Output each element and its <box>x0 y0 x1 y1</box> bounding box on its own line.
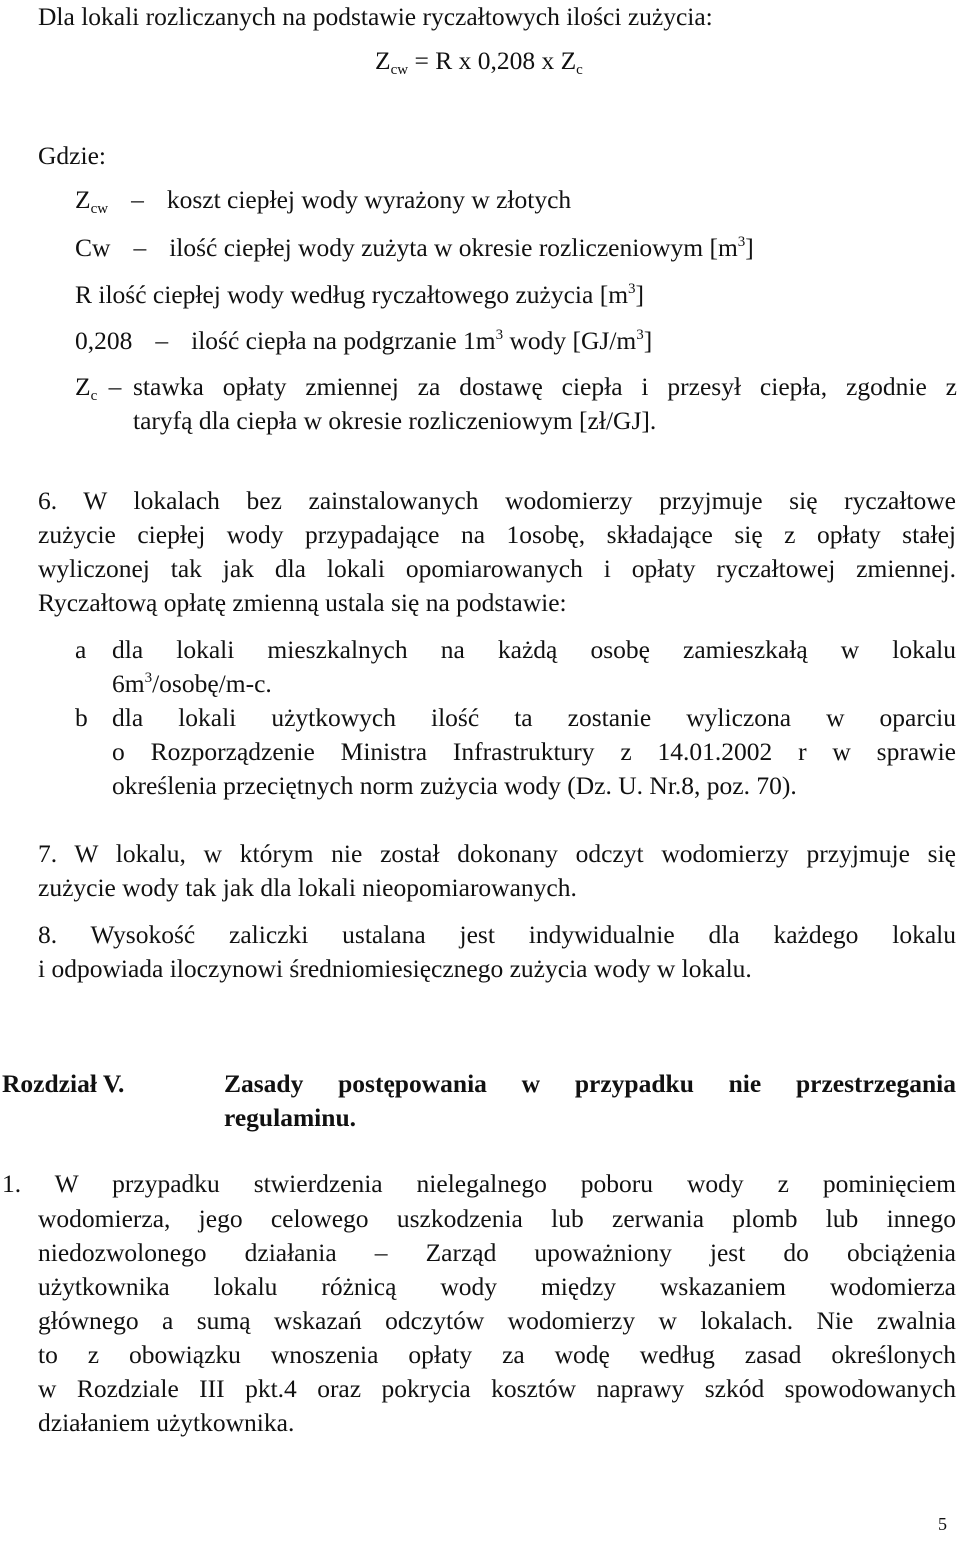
item7-line2: zużycie wody tak jak dla lokali nieopomiarowanych. <box>38 873 577 902</box>
item6-a-value: 6m <box>112 669 145 698</box>
item1-line4: użytkownika lokalu różnicą wody między wskazaniem wodomierza <box>38 1272 956 1301</box>
item6-b-line3: określenia przeciętnych norm zużycia wody (Dz. U. Nr.8, poz. 70). <box>112 771 797 800</box>
formula-eq: = R x 0,208 x Z <box>408 46 577 75</box>
formula-rhs-sub: c <box>576 62 583 78</box>
def-symbol-sub: cw <box>90 201 109 217</box>
where-label: Gdzie: <box>38 141 106 170</box>
def-text-mid: wody [GJ/m <box>503 326 637 355</box>
item1-line7: w Rozdziale III pkt.4 oraz pokrycia kosztów naprawy szkód spowodowanych <box>38 1374 956 1403</box>
item1-line2: wodomierza, jego celowego uszkodzenia lub zerwania plomb lub innego <box>38 1204 956 1233</box>
def-text-end: ] <box>635 280 645 309</box>
chapter-title-line2: regulaminu. <box>224 1103 357 1132</box>
page-number: 5 <box>938 1514 947 1534</box>
item6-line2: zużycie ciepłej wody przypadające na 1osobę, składające się z opłaty stałej <box>38 520 956 549</box>
definition-zcw <box>75 183 935 217</box>
definition-r <box>75 278 935 312</box>
def-dash: – <box>108 372 122 401</box>
item6-a-unit: /osobę/m-c. <box>152 669 272 698</box>
formula-lhs-sub: cw <box>390 62 409 78</box>
def-text-end: ] <box>745 233 754 262</box>
def-symbol: 0,208 <box>75 326 133 355</box>
item1-line6: to z obowiązku wnoszenia opłaty za wodę według zasad określonych <box>38 1340 956 1369</box>
chapter-title-line1: Zasady postępowania w przypadku nie przestrzegania <box>224 1069 956 1098</box>
item1-line5: głównego a sumą wskazań odczytów wodomierzy w lokalach. Nie zwalnia <box>38 1306 956 1335</box>
def-sup: 3 <box>628 281 636 297</box>
def-sup: 3 <box>495 327 504 343</box>
def-dash: – <box>131 185 144 214</box>
item6-b-line2: o Rozporządzenie Ministra Infrastruktury z 14.01.2002 r w sprawie <box>112 737 956 766</box>
def-dash: – <box>133 233 147 262</box>
item1-line8: działaniem użytkownika. <box>38 1408 295 1437</box>
item8-line2: i odpowiada iloczynowi średniomiesięcznego zużycia wody w lokalu. <box>38 954 752 983</box>
item6-line4: Ryczałtową opłatę zmienną ustala się na podstawie: <box>38 588 567 617</box>
item6-line1: 6. W lokalach bez zainstalowanych wodomierzy przyjmuje się ryczałtowe <box>38 486 956 515</box>
def-text: koszt ciepłej wody wyrażony w złotych <box>166 185 572 214</box>
item6-a-line1: dla lokali mieszkalnych na każdą osobę zamieszkałą w lokalu <box>112 635 956 664</box>
def-sup-2: 3 <box>636 327 644 343</box>
item8-line1: 8. Wysokość zaliczki ustalana jest indywidualnie dla każdego lokalu <box>38 920 956 949</box>
definition-cw <box>75 231 935 265</box>
item6-a-marker: a <box>75 635 87 664</box>
item6-b-marker: b <box>75 703 88 732</box>
formula <box>375 44 583 78</box>
definition-0208 <box>75 324 935 358</box>
def-symbol-sub: c <box>90 388 98 404</box>
def-symbol: Z <box>75 372 91 401</box>
formula-lhs: Z <box>375 46 391 75</box>
def-text: ilość ciepłej wody według ryczałtowego zużycia [m <box>98 280 629 309</box>
item1-line1: 1. W przypadku stwierdzenia nielegalnego poboru wody z pominięciem <box>2 1169 956 1198</box>
def-symbol: R <box>75 280 93 309</box>
def-sup: 3 <box>737 234 746 250</box>
def-symbol: Z <box>75 185 91 214</box>
intro-text: Dla lokali rozliczanych na podstawie ryczałtowych ilości zużycia: <box>38 2 713 31</box>
def-dash: – <box>155 326 169 355</box>
item1-line3: niedozwolonego działania – Zarząd upoważniony jest do obciążenia <box>38 1238 956 1267</box>
chapter-label: Rozdział V. <box>2 1069 125 1098</box>
item6-a-line2 <box>112 667 272 701</box>
definition-zc-line1: stawka opłaty zmiennej za dostawę ciepła i przesył ciepła, zgodnie z <box>133 372 957 401</box>
item7-line1: 7. W lokalu, w którym nie został dokonany odczyt wodomierzy przyjmuje się <box>38 839 956 868</box>
def-text: ilość ciepłej wody zużyta w okresie rozliczeniowym [m <box>169 233 738 262</box>
definition-zc-line2: taryfą dla ciepła w okresie rozliczeniowym [zł/GJ]. <box>133 406 657 435</box>
item6-a-sup: 3 <box>144 670 153 686</box>
def-symbol: Cw <box>75 233 111 262</box>
def-text-end: ] <box>643 326 653 355</box>
item6-b-line1: dla lokali użytkowych ilość ta zostanie wyliczona w oparciu <box>112 703 956 732</box>
item6-line3: wyliczonej tak jak dla lokali opomiarowanych i opłaty ryczałtowej zmiennej. <box>38 554 956 583</box>
def-text: ilość ciepła na podgrzanie 1m <box>191 326 496 355</box>
